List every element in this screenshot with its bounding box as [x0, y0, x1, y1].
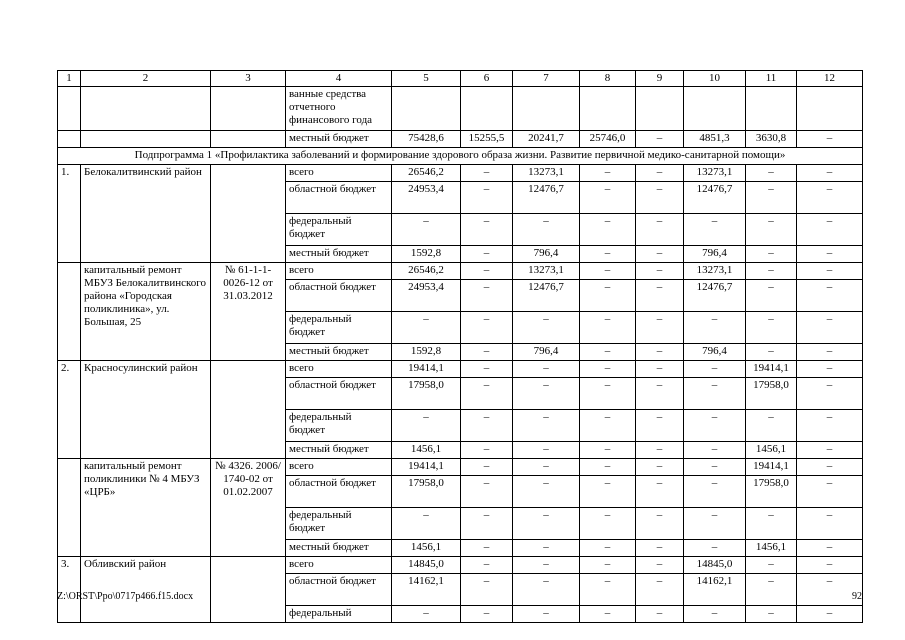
value-cell: –: [461, 540, 513, 557]
value-cell: –: [461, 246, 513, 263]
value-cell: –: [513, 214, 580, 246]
value-cell: –: [392, 214, 461, 246]
district-name: Белокалитвинский район: [81, 165, 211, 263]
value-cell: –: [746, 182, 797, 214]
value-cell: –: [580, 476, 636, 508]
value-cell: 20241,7: [513, 131, 580, 148]
value-cell: 14845,0: [684, 557, 746, 574]
value-cell: –: [513, 459, 580, 476]
value-cell: –: [461, 410, 513, 442]
value-cell: –: [580, 361, 636, 378]
value-cell: –: [797, 165, 863, 182]
value-cell: –: [580, 344, 636, 361]
value-cell: –: [461, 361, 513, 378]
value-cell: –: [797, 182, 863, 214]
value-cell: –: [797, 459, 863, 476]
value-cell: –: [461, 214, 513, 246]
budget-source-label: областной бюджет: [286, 182, 392, 214]
value-cell: –: [746, 246, 797, 263]
value-cell: –: [392, 312, 461, 344]
value-cell: 796,4: [684, 344, 746, 361]
footer-file-path: Z:\ORST\Ppo\0717p466.f15.docx: [57, 591, 194, 602]
value-cell: –: [746, 165, 797, 182]
value-cell: –: [797, 540, 863, 557]
value-cell: –: [746, 557, 797, 574]
value-cell: –: [636, 214, 684, 246]
value-cell: 1456,1: [746, 540, 797, 557]
value-cell: 17958,0: [746, 378, 797, 410]
value-cell: –: [513, 540, 580, 557]
column-header: 10: [684, 71, 746, 87]
value-cell: –: [580, 263, 636, 280]
value-cell: –: [461, 459, 513, 476]
column-header: 3: [211, 71, 286, 87]
value-cell: –: [636, 182, 684, 214]
value-cell: –: [461, 378, 513, 410]
value-cell: –: [513, 508, 580, 540]
value-cell: 15255,5: [461, 131, 513, 148]
value-cell: –: [797, 442, 863, 459]
value-cell: [580, 87, 636, 131]
budget-source-label: местный бюджет: [286, 540, 392, 557]
column-header: 9: [636, 71, 684, 87]
value-cell: –: [580, 312, 636, 344]
district-name: Красносулинский район: [81, 361, 211, 459]
table-cell: [211, 361, 286, 459]
budget-source-label: федеральный бюджет: [286, 214, 392, 246]
value-cell: –: [580, 442, 636, 459]
value-cell: –: [746, 574, 797, 606]
value-cell: 19414,1: [746, 459, 797, 476]
table-row: [58, 71, 863, 87]
value-cell: –: [684, 361, 746, 378]
value-cell: –: [392, 606, 461, 623]
value-cell: –: [746, 280, 797, 312]
value-cell: 1592,8: [392, 246, 461, 263]
value-cell: –: [461, 312, 513, 344]
value-cell: –: [461, 442, 513, 459]
value-cell: –: [636, 508, 684, 540]
value-cell: –: [636, 410, 684, 442]
value-cell: –: [797, 574, 863, 606]
value-cell: –: [797, 312, 863, 344]
value-cell: –: [684, 606, 746, 623]
table-cell: [81, 131, 211, 148]
value-cell: –: [580, 165, 636, 182]
value-cell: 1592,8: [392, 344, 461, 361]
table-row: [58, 263, 863, 280]
value-cell: 17958,0: [392, 476, 461, 508]
value-cell: [746, 87, 797, 131]
value-cell: 26546,2: [392, 263, 461, 280]
value-cell: –: [636, 131, 684, 148]
value-cell: –: [461, 508, 513, 540]
column-header: 5: [392, 71, 461, 87]
value-cell: –: [580, 540, 636, 557]
value-cell: –: [746, 606, 797, 623]
value-cell: –: [684, 442, 746, 459]
value-cell: 13273,1: [684, 263, 746, 280]
value-cell: –: [636, 361, 684, 378]
column-header: 4: [286, 71, 392, 87]
budget-source-label: ванные средства отчетного финансового года: [286, 87, 392, 131]
value-cell: –: [684, 476, 746, 508]
value-cell: –: [797, 378, 863, 410]
value-cell: 13273,1: [513, 165, 580, 182]
value-cell: –: [513, 410, 580, 442]
column-header: 1: [58, 71, 81, 87]
value-cell: –: [513, 312, 580, 344]
value-cell: 25746,0: [580, 131, 636, 148]
value-cell: –: [797, 344, 863, 361]
value-cell: –: [684, 540, 746, 557]
table-cell: [211, 131, 286, 148]
value-cell: 24953,4: [392, 182, 461, 214]
value-cell: 14162,1: [684, 574, 746, 606]
value-cell: –: [684, 214, 746, 246]
value-cell: –: [797, 557, 863, 574]
value-cell: –: [746, 508, 797, 540]
column-header: 11: [746, 71, 797, 87]
value-cell: [513, 87, 580, 131]
budget-source-label: федеральный бюджет: [286, 508, 392, 540]
value-cell: 13273,1: [684, 165, 746, 182]
value-cell: –: [392, 410, 461, 442]
table-cell: [58, 131, 81, 148]
value-cell: –: [636, 378, 684, 410]
value-cell: –: [513, 378, 580, 410]
value-cell: –: [636, 263, 684, 280]
value-cell: –: [746, 410, 797, 442]
column-header: 12: [797, 71, 863, 87]
budget-source-label: всего: [286, 263, 392, 280]
value-cell: 19414,1: [392, 459, 461, 476]
value-cell: –: [797, 214, 863, 246]
value-cell: [797, 87, 863, 131]
value-cell: 26546,2: [392, 165, 461, 182]
value-cell: [636, 87, 684, 131]
value-cell: –: [684, 378, 746, 410]
value-cell: –: [684, 410, 746, 442]
value-cell: 17958,0: [746, 476, 797, 508]
value-cell: 796,4: [684, 246, 746, 263]
value-cell: 13273,1: [513, 263, 580, 280]
value-cell: 19414,1: [392, 361, 461, 378]
value-cell: –: [797, 508, 863, 540]
value-cell: –: [513, 606, 580, 623]
value-cell: –: [461, 344, 513, 361]
budget-source-label: федеральный бюджет: [286, 410, 392, 442]
value-cell: 3630,8: [746, 131, 797, 148]
value-cell: –: [580, 246, 636, 263]
value-cell: –: [797, 410, 863, 442]
table-row: [58, 131, 863, 148]
table-cell: [58, 263, 81, 361]
section-number: 1.: [58, 165, 81, 263]
value-cell: –: [392, 508, 461, 540]
value-cell: 17958,0: [392, 378, 461, 410]
value-cell: –: [746, 263, 797, 280]
budget-source-label: местный бюджет: [286, 131, 392, 148]
value-cell: –: [580, 459, 636, 476]
column-header: 8: [580, 71, 636, 87]
value-cell: –: [461, 574, 513, 606]
value-cell: –: [636, 344, 684, 361]
value-cell: –: [461, 557, 513, 574]
value-cell: –: [461, 606, 513, 623]
object-document: № 4326. 2006/ 1740-02 от 01.02.2007: [211, 459, 286, 557]
value-cell: –: [636, 459, 684, 476]
value-cell: 75428,6: [392, 131, 461, 148]
value-cell: –: [746, 344, 797, 361]
value-cell: –: [636, 540, 684, 557]
value-cell: –: [684, 312, 746, 344]
budget-source-label: областной бюджет: [286, 574, 392, 606]
section-number: 2.: [58, 361, 81, 459]
value-cell: –: [580, 508, 636, 540]
table-row: [58, 148, 863, 165]
value-cell: 1456,1: [746, 442, 797, 459]
value-cell: –: [636, 165, 684, 182]
value-cell: –: [513, 476, 580, 508]
budget-source-label: областной бюджет: [286, 378, 392, 410]
value-cell: –: [636, 280, 684, 312]
value-cell: 1456,1: [392, 540, 461, 557]
value-cell: –: [636, 574, 684, 606]
table-cell: [58, 87, 81, 131]
value-cell: –: [580, 280, 636, 312]
value-cell: –: [461, 165, 513, 182]
column-header: 6: [461, 71, 513, 87]
table-row: [58, 557, 863, 574]
value-cell: –: [580, 410, 636, 442]
budget-source-label: всего: [286, 459, 392, 476]
value-cell: –: [461, 263, 513, 280]
table-cell: [211, 165, 286, 263]
value-cell: [684, 87, 746, 131]
column-header: 7: [513, 71, 580, 87]
section-number: 3.: [58, 557, 81, 623]
subprogram-title: Подпрограмма 1 «Профилактика заболеваний и формирование здорового образа жизни. Развитие первичной медико-санитарной помощи»: [58, 148, 863, 165]
value-cell: –: [461, 182, 513, 214]
value-cell: –: [461, 280, 513, 312]
value-cell: 796,4: [513, 344, 580, 361]
table-row: [58, 361, 863, 378]
value-cell: –: [513, 442, 580, 459]
budget-source-label: местный бюджет: [286, 344, 392, 361]
object-name: капитальный ремонт МБУЗ Белокалитвинского района «Городская поликлиника», ул. Большая, 25: [81, 263, 211, 361]
value-cell: –: [513, 574, 580, 606]
value-cell: –: [797, 246, 863, 263]
budget-source-label: областной бюджет: [286, 476, 392, 508]
table-cell: [211, 557, 286, 623]
budget-source-label: всего: [286, 361, 392, 378]
value-cell: –: [580, 606, 636, 623]
value-cell: [392, 87, 461, 131]
budget-source-label: всего: [286, 557, 392, 574]
object-document: № 61-1-1-0026-12 от 31.03.2012: [211, 263, 286, 361]
table-cell: [81, 87, 211, 131]
value-cell: –: [513, 361, 580, 378]
value-cell: 14845,0: [392, 557, 461, 574]
value-cell: 1456,1: [392, 442, 461, 459]
value-cell: –: [636, 442, 684, 459]
value-cell: –: [636, 312, 684, 344]
value-cell: 12476,7: [513, 182, 580, 214]
value-cell: –: [636, 606, 684, 623]
value-cell: –: [797, 361, 863, 378]
value-cell: –: [746, 312, 797, 344]
budget-source-label: областной бюджет: [286, 280, 392, 312]
value-cell: –: [580, 182, 636, 214]
value-cell: 4851,3: [684, 131, 746, 148]
budget-table: [57, 70, 863, 623]
value-cell: –: [797, 606, 863, 623]
value-cell: –: [636, 557, 684, 574]
value-cell: –: [580, 378, 636, 410]
value-cell: –: [580, 557, 636, 574]
budget-source-label: федеральный: [286, 606, 392, 623]
value-cell: –: [746, 214, 797, 246]
value-cell: –: [580, 574, 636, 606]
footer-page-number: 92: [852, 591, 862, 602]
table-row: [58, 165, 863, 182]
object-name: капитальный ремонт поликлиники № 4 МБУЗ «ЦРБ»: [81, 459, 211, 557]
table-row: [58, 87, 863, 131]
value-cell: –: [684, 508, 746, 540]
value-cell: 24953,4: [392, 280, 461, 312]
value-cell: –: [797, 263, 863, 280]
value-cell: –: [513, 557, 580, 574]
value-cell: 19414,1: [746, 361, 797, 378]
value-cell: –: [580, 214, 636, 246]
value-cell: –: [797, 280, 863, 312]
value-cell: [461, 87, 513, 131]
value-cell: 12476,7: [513, 280, 580, 312]
value-cell: 14162,1: [392, 574, 461, 606]
budget-source-label: местный бюджет: [286, 246, 392, 263]
value-cell: –: [636, 246, 684, 263]
value-cell: –: [797, 476, 863, 508]
value-cell: –: [684, 459, 746, 476]
value-cell: –: [636, 476, 684, 508]
column-header: 2: [81, 71, 211, 87]
value-cell: 12476,7: [684, 280, 746, 312]
table-row: [58, 459, 863, 476]
district-name: Обливский район: [81, 557, 211, 623]
value-cell: –: [461, 476, 513, 508]
value-cell: 796,4: [513, 246, 580, 263]
value-cell: 12476,7: [684, 182, 746, 214]
budget-source-label: федеральный бюджет: [286, 312, 392, 344]
table-cell: [211, 87, 286, 131]
table-cell: [58, 459, 81, 557]
value-cell: –: [797, 131, 863, 148]
budget-source-label: местный бюджет: [286, 442, 392, 459]
budget-source-label: всего: [286, 165, 392, 182]
